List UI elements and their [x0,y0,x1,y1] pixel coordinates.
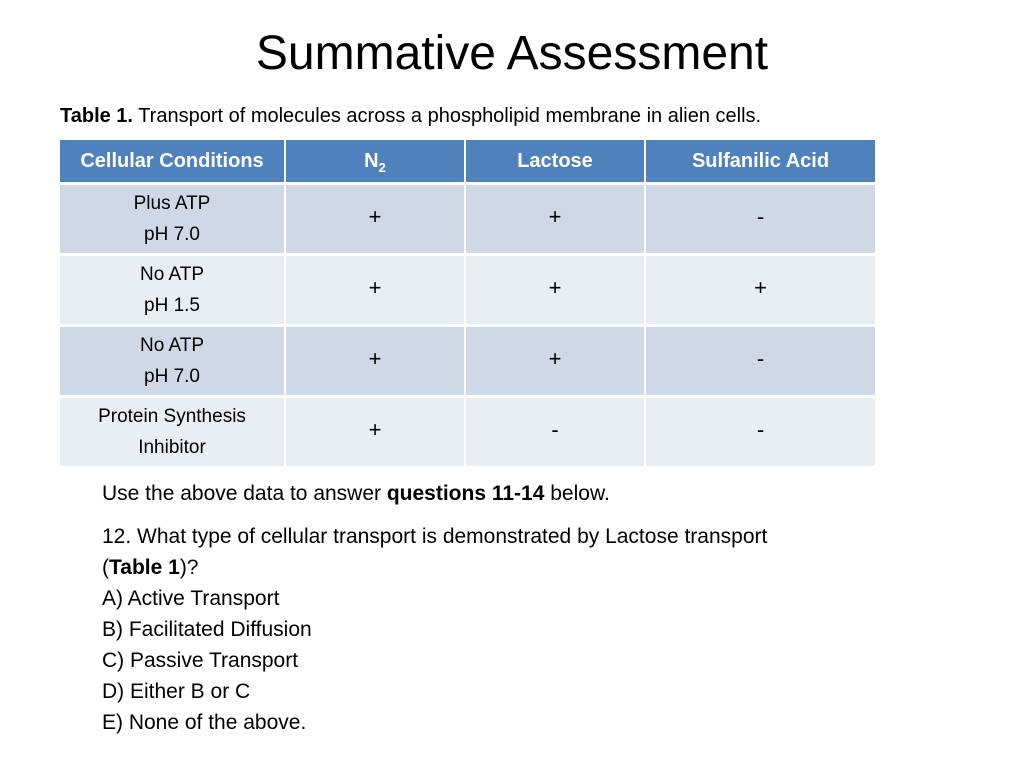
answer-option-d: D) Either B or C [102,680,251,703]
header-cellular-conditions: Cellular Conditions [60,140,285,184]
table-row [60,255,875,326]
lactose-result: + [465,326,645,397]
answer-option-b: B) Facilitated Diffusion [102,618,312,641]
n2-result: + [285,184,465,255]
answer-option-a: A) Active Transport [102,587,280,610]
n2-result: + [285,255,465,326]
table-row [60,397,875,468]
table-caption-label: Table 1. [60,105,133,127]
condition-cell [60,184,285,255]
condition-line-2: pH 7.0 [144,366,200,387]
condition-line-1: Protein Synthesis [98,406,246,427]
sulfanilic-result: - [645,184,875,255]
table-reference: Table 1 [109,556,180,579]
question-stem: 12. What type of cellular transport is demonstrated by Lactose transport [102,525,768,548]
sulfanilic-result: - [645,397,875,468]
condition-cell [60,255,285,326]
table-row [60,184,875,255]
lactose-result: + [465,184,645,255]
answer-option-c: C) Passive Transport [102,649,299,672]
slide-title: Summative Assessment [255,27,769,80]
answer-option-e: E) None of the above. [102,711,307,734]
n2-result: + [285,397,465,468]
condition-cell [60,397,285,468]
table-caption [60,102,761,130]
header-n2 [285,140,465,184]
n2-result: + [285,326,465,397]
question-block [102,521,902,738]
condition-line-1: No ATP [139,264,205,285]
header-sulfanilic-acid: Sulfanilic Acid [645,140,875,184]
header-n2-subscript: 2 [378,159,386,175]
condition-line-1: Plus ATP [133,193,211,214]
transport-table [60,140,875,469]
sulfanilic-result: - [645,326,875,397]
instructions-prefix: Use the above data to answer [102,482,387,505]
condition-line-2: Inhibitor [138,437,206,458]
header-n2-main: N [364,149,379,172]
instructions-text [102,480,610,508]
sulfanilic-result: + [645,255,875,326]
condition-line-2: pH 1.5 [144,295,200,316]
condition-line-2: pH 7.0 [144,224,200,245]
instructions-questions-range: questions 11-14 [386,482,545,505]
table-row [60,326,875,397]
condition-line-1: No ATP [139,335,205,356]
lactose-result: + [465,255,645,326]
question-stem-ref: (Table 1)? [102,556,199,579]
table-header-row [60,140,875,184]
header-lactose: Lactose [465,140,645,184]
lactose-result: - [465,397,645,468]
instructions-suffix: below. [544,482,610,505]
table-caption-text: Transport of molecules across a phospholipid membrane in alien cells. [133,105,762,127]
condition-cell [60,326,285,397]
